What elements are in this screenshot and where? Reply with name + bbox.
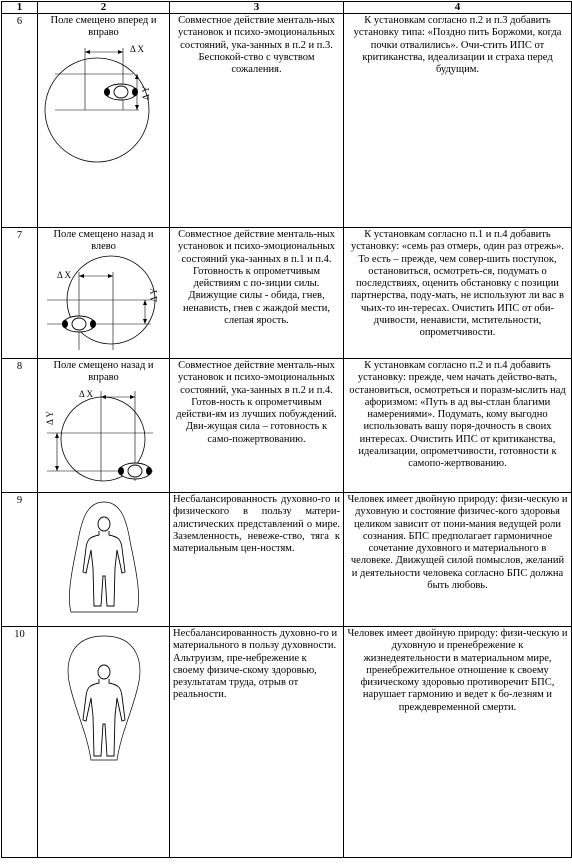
recommendation-cell: Человек имеет двойную природу: физи-ческую и духовную и состояние физичес-кого здоровья целиком зависит от пони-мания ведущей роли сознания. БПС предполагает гармоничное сочетание духовного и материального в человеке. Движущей силой помыслов, желаний и деятельности человека согласно БПС должна быть любовь. xyxy=(344,493,572,627)
human-figure-icon xyxy=(41,494,167,618)
header-row xyxy=(2,2,572,14)
dy-label: Δ Y xyxy=(44,410,55,425)
row-number: 6 xyxy=(2,14,38,228)
table-row xyxy=(2,228,572,359)
cause-cell: Совместное действие менталь-ных установок и психо-эмоциональных состояний ука-занных в п.1 и п.4. Готовность к опрометчивым действиям с по-зиции силы. Движущие силы - обида, гнев, ненависть, гнев с жаждой мести, слепая ярость. xyxy=(170,228,344,359)
header-col-3: 3 xyxy=(170,2,344,14)
header-col-2: 2 xyxy=(38,2,170,14)
field-title: Поле смещено вперед и вправо xyxy=(50,15,157,39)
field-cell xyxy=(38,493,170,627)
header-col-1: 1 xyxy=(2,2,38,14)
table-row xyxy=(2,14,572,228)
recommendation-cell: К установкам согласно п.2 и п.3 добавить установку типа: «Поздно пить Боржоми, когда почки отвалились». Очи-стить ИПС от критиканства, идеализации и страха перед будущим. xyxy=(344,14,572,228)
field-shift-diagram xyxy=(41,40,167,210)
cause-cell: Совместное действие менталь-ных установок и психо-эмоциональных состояний, ука-занных в п.2 и п.4. Готов-ность к опрометчивым действи-ям из лучших побуждений. Дви-жущая сила – готовность к само-пожертвованию. xyxy=(170,359,344,493)
row-number: 9 xyxy=(2,493,38,627)
dx-label: Δ X xyxy=(56,269,71,280)
field-table xyxy=(1,1,572,858)
cause-cell: Совместное действие менталь-ных установок и психо-эмоциональных состояний, ука-занных в п.2 и п.3. Беспокой-ство с чувством сожаления. xyxy=(170,14,344,228)
cause-cell: Несбалансированность духовно-го и материального в пользу духовности. Альтруизм, пре-небрежение к своему физиче-скому здоровью, результатам труда, отрыв от реальности. xyxy=(170,627,344,858)
field-title: Поле смещено назад и вправо xyxy=(53,360,154,384)
field-cell xyxy=(38,228,170,359)
row-number: 8 xyxy=(2,359,38,493)
dy-label: Δ Y xyxy=(140,85,151,100)
field-title: Поле смещено назад и влево xyxy=(53,229,154,253)
row-number: 10 xyxy=(2,627,38,858)
field-cell xyxy=(38,627,170,858)
table-row xyxy=(2,359,572,493)
field-shift-diagram xyxy=(41,385,167,483)
recommendation-cell: К установкам согласно п.1 и п.4 добавить установку: «семь раз отмерь, один раз отрежь». То есть – прежде, чем совер-шить поступок, остановиться, осмотреть-ся, подумать о последствиях, оценить обстановку с позиции партнерства, поду-мать, не используют ли вас в чьих-то ин-тересах. Очистить ИПС от оби-дчивости, ненависти, мстительности, опрометчивости. xyxy=(344,228,572,359)
table-row xyxy=(2,627,572,858)
field-cell xyxy=(38,14,170,228)
table-row xyxy=(2,493,572,627)
header-col-4: 4 xyxy=(344,2,572,14)
field-shift-diagram xyxy=(41,254,167,350)
dy-label: Δ Y xyxy=(148,287,159,302)
dx-label: Δ X xyxy=(78,388,93,399)
cause-cell: Несбалансированность духовно-го и физического в пользу матери-алистических представлений о мире. Заземленность, невеже-ство, тяга к материальным цен-ностям. xyxy=(170,493,344,627)
field-cell xyxy=(38,359,170,493)
row-number: 7 xyxy=(2,228,38,359)
dx-label: Δ X xyxy=(129,43,144,54)
recommendation-cell: К установкам согласно п.2 и п.4 добавить установку: прежде, чем начать действо-вать, остановиться, осмотреться и поразм-ыслить над афоризмом: «Путь в ад вы-стлан благими намерениями». Подумать, кому выгодно использовать вашу поря-дочность в своих интересах. Очистить ИПС от критиканства, идеализации, опрометчивости, готовности к самопо-жертвованию. xyxy=(344,359,572,493)
recommendation-cell: Человек имеет двойную природу: физи-ческую и духовную и пренебрежение к жизнедеятельности в материальном мире, пренебрежительное отношение к своему физическому здоровью противоречит БПС, нарушает гармонию и ведет к бо-лезням и преждевременной смерти. xyxy=(344,627,572,858)
human-figure-icon xyxy=(41,628,167,778)
